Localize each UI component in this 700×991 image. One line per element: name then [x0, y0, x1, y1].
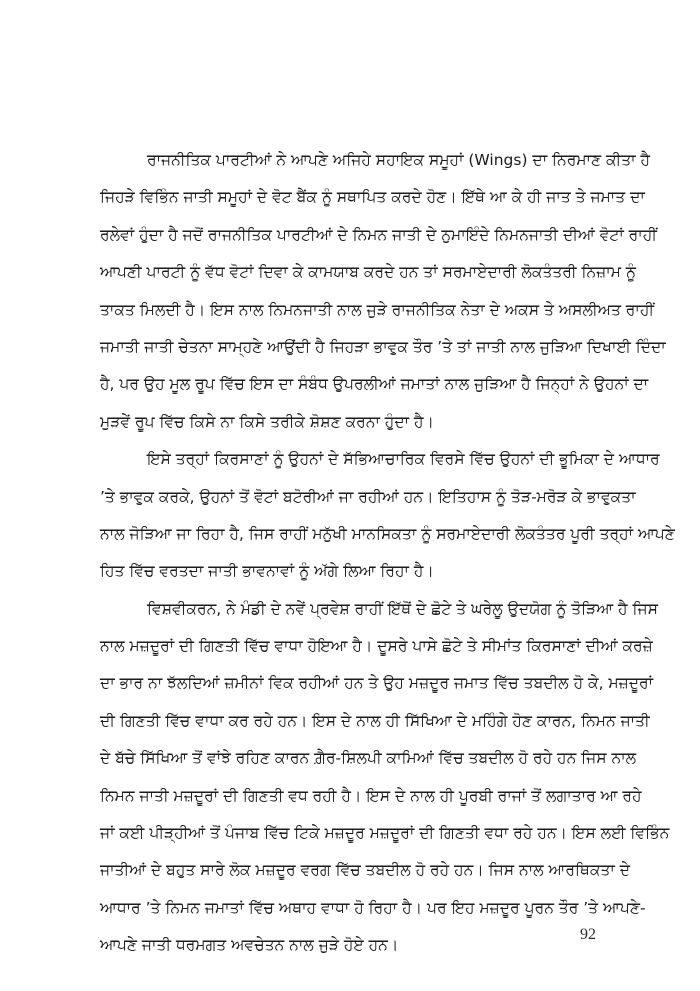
text-line: ਜਿਹੜੇ ਵਿਭਿੰਨ ਜਾਤੀ ਸਮੂਹਾਂ ਦੇ ਵੋਟ ਬੈਂਕ ਨੂੰ ਸਥਾਪਿਤ ਕਰਦੇ ਹੋਣ। ਇੱਥੇ ਆ ਕੇ ਹੀ ਜਾਤ ਤੇ ਜਮਾਤ ਦਾ: [100, 188, 645, 207]
text-line: ਦਾ ਭਾਰ ਨਾ ਝੱਲਦਿਆਂ ਜ਼ਮੀਨਾਂ ਵਿਕ ਰਹੀਆਂ ਹਨ ਤੇ ਉਹ ਮਜ਼ਦੂਰ ਜਮਾਤ ਵਿੱਚ ਤਬਦੀਲ ਹੋ ਕੇ, ਮਜ਼ਦੂਰਾਂ: [100, 674, 654, 693]
paragraph-1: [100, 142, 666, 441]
text-line: ਇਸੇ ਤਰ੍ਹਾਂ ਕਿਰਸਾਣਾਂ ਨੂੰ ਉਹਨਾਂ ਦੇ ਸੱਭਿਆਚਾਰਿਕ ਵਿਰਸੇ ਵਿੱਚ ਉਹਨਾਂ ਦੀ ਭੂਮਿਕਾ ਦੇ ਆਧਾਰ: [147, 450, 660, 469]
text-line: ਆਪਣੇ ਜਾਤੀ ਧਰਮਗਤ ਅਵਚੇਤਨ ਨਾਲ ਜੁੜੇ ਹੋਏ ਹਨ।: [100, 936, 399, 955]
text-line: ਮੁੜਵੇਂ ਰੂਪ ਵਿੱਚ ਕਿਸੇ ਨਾ ਕਿਸੇ ਤਰੀਕੇ ਸ਼ੋਸ਼ਣ ਕਰਨਾ ਹੁੰਦਾ ਹੈ।: [100, 412, 434, 431]
text-line: ਜਮਾਤੀ ਜਾਤੀ ਚੇਤਨਾ ਸਾਮ੍ਹਣੇ ਆਉਂਦੀ ਹੈ ਜਿਹੜਾ ਭਾਵੁਕ ਤੌਰ ’ਤੇ ਤਾਂ ਜਾਤੀ ਨਾਲ ਜੁੜਿਆ ਦਿਖਾਈ ਦਿੰਦਾ: [100, 337, 666, 356]
text-line: ਦੀ ਗਿਣਤੀ ਵਿੱਚ ਵਾਧਾ ਕਰ ਰਹੇ ਹਨ। ਇਸ ਦੇ ਨਾਲ ਹੀ ਸਿੱਖਿਆ ਦੇ ਮਹਿੰਗੇ ਹੋਣ ਕਾਰਨ, ਨਿਮਨ ਜਾਤੀ: [100, 711, 650, 730]
text-line: ਰਾਜਨੀਤਿਕ ਪਾਰਟੀਆਂ ਨੇ ਆਪਣੇ ਅਜਿਹੇ ਸਹਾਇਕ ਸਮੂਹਾਂ (Wings) ਦਾ ਨਿਰਮਾਣ ਕੀਤਾ ਹੈ: [147, 151, 651, 169]
text-line: ਵਿਸ਼ਵੀਕਰਨ, ਨੇ ਮੰਡੀ ਦੇ ਨਵੇਂ ਪ੍ਰਵੇਸ਼ ਰਾਹੀਂ ਇੱਥੋਂ ਦੇ ਛੋਟੇ ਤੇ ਘਰੇਲੂ ਉਦਯੋਗ ਨੂੰ ਤੋੜਿਆ ਹੈ ਜਿਸ: [147, 599, 658, 618]
text-line: ਜਾਂ ਕਈ ਪੀੜ੍ਹੀਆਂ ਤੋਂ ਪੰਜਾਬ ਵਿੱਚ ਟਿਕੇ ਮਜ਼ਦੂਰ ਮਜ਼ਦੂਰਾਂ ਦੀ ਗਿਣਤੀ ਵਧਾ ਰਹੇ ਹਨ। ਇਸ ਲਈ ਵਿਭਿੰਨ: [100, 824, 670, 843]
text-line: ਹਿਤ ਵਿੱਚ ਵਰਤਦਾ ਜਾਤੀ ਭਾਵਨਾਵਾਂ ਨੂੰ ਅੱਗੇ ਲਿਆ ਰਿਹਾ ਹੈ।: [100, 562, 434, 581]
text-line: ਹੈ, ਪਰ ਉਹ ਮੂਲ ਰੂਪ ਵਿੱਚ ਇਸ ਦਾ ਸੰਬੰਧ ਉਪਰਲੀਆਂ ਜਮਾਤਾਂ ਨਾਲ ਜੁੜਿਆ ਹੈ ਜਿਨ੍ਹਾਂ ਨੇ ਉਹਨਾਂ ਦਾ: [100, 375, 649, 394]
text-line: ਨਿਮਨ ਜਾਤੀ ਮਜ਼ਦੂਰਾਂ ਦੀ ਗਿਣਤੀ ਵਧ ਰਹੀ ਹੈ। ਇਸ ਦੇ ਨਾਲ ਹੀ ਪੂਰਬੀ ਰਾਜਾਂ ਤੋਂ ਲਗਾਤਾਰ ਆ ਰਹੇ: [100, 786, 642, 805]
paragraph-2: [100, 441, 675, 591]
text-line: ਦੇ ਬੱਚੇ ਸਿੱਖਿਆ ਤੋਂ ਵਾਂਝੇ ਰਹਿਣ ਕਾਰਨ ਗ਼ੈਰ-ਸ਼ਿਲਪੀ ਕਾਮਿਆਂ ਵਿੱਚ ਤਬਦੀਲ ਹੋ ਰਹੇ ਹਨ ਜਿਸ ਨਾਲ: [100, 749, 637, 768]
text-line: ਆਪਣੀ ਪਾਰਟੀ ਨੂੰ ਵੱਧ ਵੋਟਾਂ ਦਿਵਾ ਕੇ ਕਾਮਯਾਬ ਕਰਦੇ ਹਨ ਤਾਂ ਸਰਮਾਏਦਾਰੀ ਲੋਕਤੰਤਰੀ ਨਿਜ਼ਾਮ ਨੂੰ: [100, 263, 636, 282]
text-line: ਤਾਕਤ ਮਿਲਦੀ ਹੈ। ਇਸ ਨਾਲ ਨਿਮਨਜਾਤੀ ਨਾਲ ਜੁੜੇ ਰਾਜਨੀਤਿਕ ਨੇਤਾ ਦੇ ਅਕਸ ਤੇ ਅਸਲੀਅਤ ਰਾਹੀਂ: [100, 300, 655, 319]
body-text: [100, 142, 675, 965]
text-line: ’ਤੇ ਭਾਵੁਕ ਕਰਕੇ, ਉਹਨਾਂ ਤੋਂ ਵੋਟਾਂ ਬਟੋਰੀਆਂ ਜਾ ਰਹੀਆਂ ਹਨ। ਇਤਿਹਾਸ ਨੂੰ ਤੋੜ-ਮਰੋੜ ਕੇ ਭਾਵੁਕਤਾ: [100, 487, 636, 506]
paragraph-3: [100, 591, 670, 965]
text-line: ਰਲੇਵਾਂ ਹੁੰਦਾ ਹੈ ਜਦੋਂ ਰਾਜਨੀਤਿਕ ਪਾਰਟੀਆਂ ਦੇ ਨਿਮਨ ਜਾਤੀ ਦੇ ਨੁਮਾਇੰਦੇ ਨਿਮਨਜਾਤੀ ਦੀਆਂ ਵੋਟਾਂ ਰਾਹੀਂ: [100, 225, 657, 244]
text-line: ਨਾਲ ਮਜ਼ਦੂਰਾਂ ਦੀ ਗਿਣਤੀ ਵਿੱਚ ਵਾਧਾ ਹੋਇਆ ਹੈ। ਦੂਸਰੇ ਪਾਸੇ ਛੋਟੇ ਤੇ ਸੀਮਾਂਤ ਕਿਰਸਾਣਾਂ ਦੀਆਂ ਕਰਜ਼ੇ: [100, 637, 653, 656]
text-line: ਆਧਾਰ ’ਤੇ ਨਿਮਨ ਜਮਾਤਾਂ ਵਿੱਚ ਅਥਾਹ ਵਾਧਾ ਹੋ ਰਿਹਾ ਹੈ। ਪਰ ਇਹ ਮਜ਼ਦੂਰ ਪੂਰਨ ਤੌਰ ’ਤੇ ਆਪਣੇ-: [100, 898, 646, 917]
page-number: 92: [580, 926, 596, 943]
text-line: ਜਾਤੀਆਂ ਦੇ ਬਹੁਤ ਸਾਰੇ ਲੋਕ ਮਜ਼ਦੂਰ ਵਰਗ ਵਿੱਚ ਤਬਦੀਲ ਹੋ ਰਹੇ ਹਨ। ਜਿਸ ਨਾਲ ਆਰਥਿਕਤਾ ਦੇ: [100, 861, 630, 880]
text-line: ਨਾਲ ਜੋੜਿਆ ਜਾ ਰਿਹਾ ਹੈ, ਜਿਸ ਰਾਹੀਂ ਮਨੁੱਖੀ ਮਾਨਸਿਕਤਾ ਨੂੰ ਸਰਮਾਏਦਾਰੀ ਲੋਕਤੰਤਰ ਪੂਰੀ ਤਰ੍ਹਾਂ ਆਪਣੇ: [100, 524, 675, 543]
